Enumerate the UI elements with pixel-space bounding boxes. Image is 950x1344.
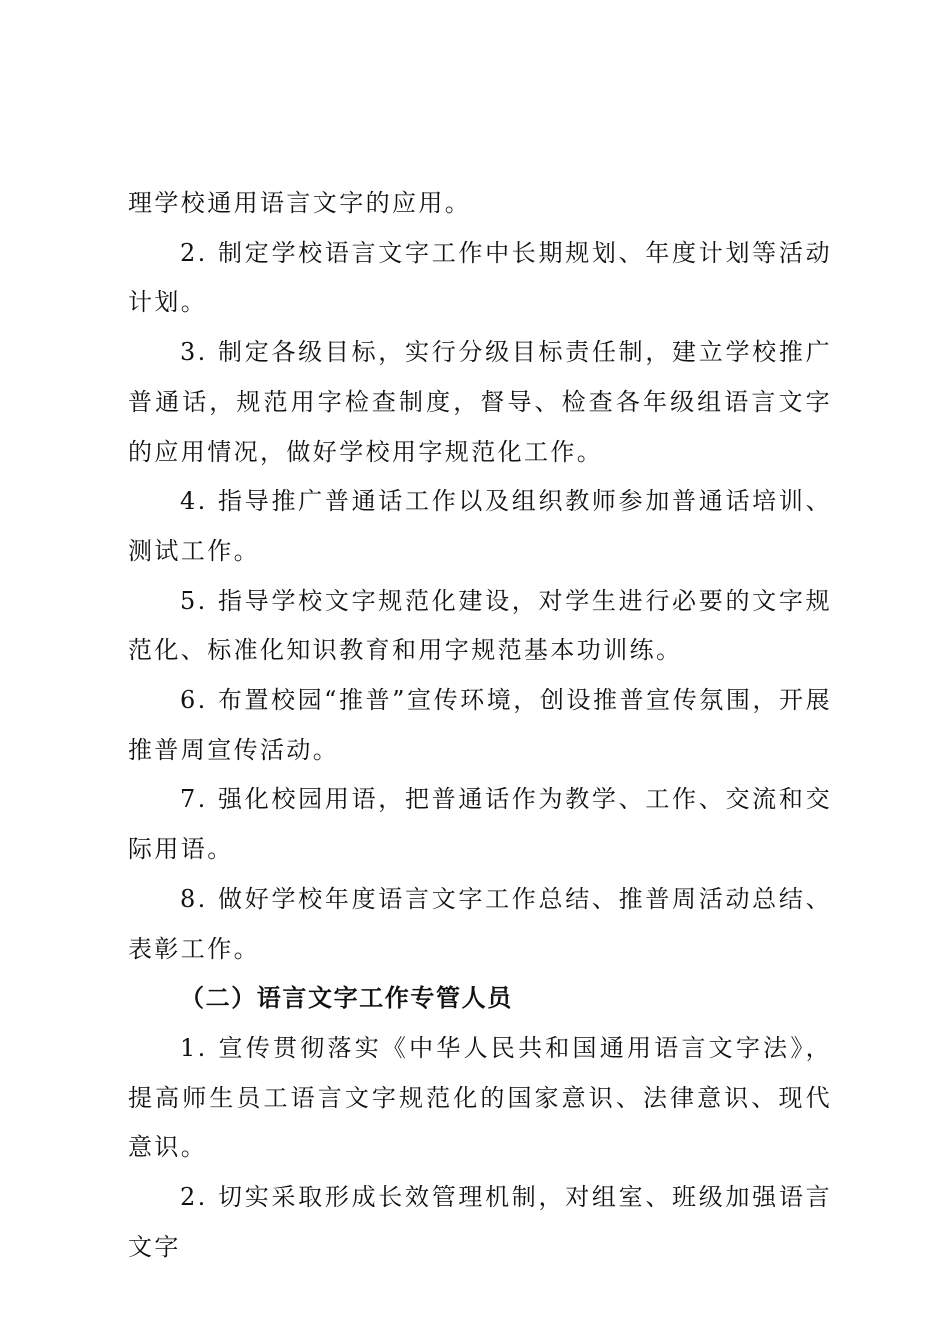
section-paragraph-1: 1. 宣传贯彻落实《中华人民共和国通用语言文字法》，提高师生员工语言文字规范化的国家意识、法律意识、现代意识。 xyxy=(128,1033,832,1162)
paragraph-item-3: 3. 制定各级目标，实行分级目标责任制，建立学校推广普通话，规范用字检查制度，督导、检查各年级组语言文字的应用情况，做好学校用字规范化工作。 xyxy=(128,338,832,466)
section-heading: （二）语言文字工作专管人员 xyxy=(180,984,513,1013)
paragraph-item-8: 8. 做好学校年度语言文字工作总结、推普周活动总结、表彰工作。 xyxy=(128,884,832,963)
paragraph-item-2: 2. 制定学校语言文字工作中长期规划、年度计划等活动计划。 xyxy=(128,238,832,317)
paragraph-item-6: 6. 布置校园“推普”宣传环境，创设推普宣传氛围，开展推普周宣传活动。 xyxy=(128,686,832,764)
section-paragraph-2: 2. 切实采取形成长效管理机制，对组室、班级加强语言文字 xyxy=(128,1183,832,1261)
paragraph-item-7: 7. 强化校园用语，把普通话作为教学、工作、交流和交际用语。 xyxy=(128,785,832,864)
paragraph-item-5: 5. 指导学校文字规范化建设，对学生进行必要的文字规范化、标准化知识教育和用字规范基本功训练。 xyxy=(128,586,832,665)
paragraph-item-4: 4. 指导推广普通话工作以及组织教师参加普通话培训、测试工作。 xyxy=(128,487,832,565)
document-body xyxy=(128,179,832,1272)
paragraph-continuation: 理学校通用语言文字的应用。 xyxy=(128,189,472,217)
